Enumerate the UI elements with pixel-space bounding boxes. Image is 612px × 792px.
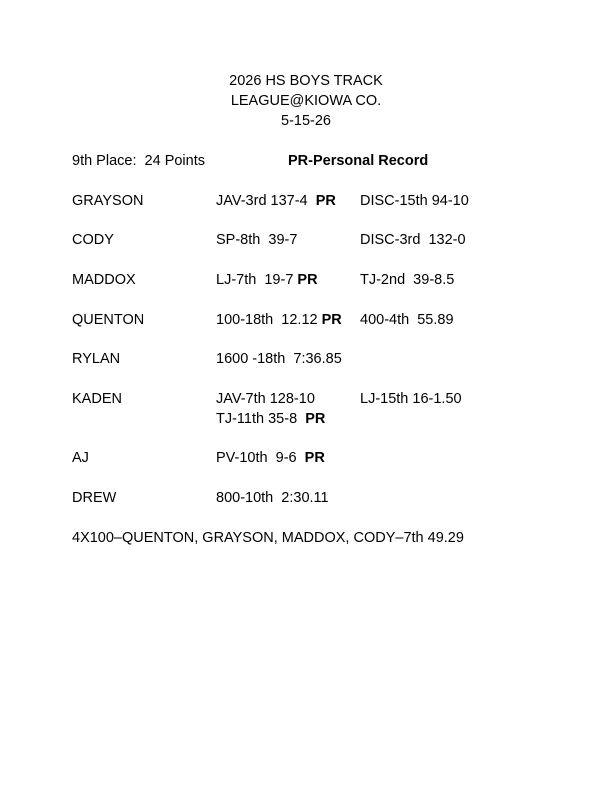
pr-tag: PR [305,411,326,427]
header-meet: LEAGUE@KIOWA CO. [230,93,382,109]
athlete-name: CODY [72,232,114,248]
team-placing: 9th Place: 24 Points [72,153,205,169]
athlete-name: GRAYSON [72,193,144,209]
athlete-event: 400-4th 55.89 [360,312,454,328]
relay-result: 4X100–QUENTON, GRAYSON, MADDOX, CODY–7th 49.29 [72,530,464,546]
event-result: PV-10th 9-6 [216,450,297,466]
event-result: TJ-11th 35-8 [216,411,298,427]
athlete-event: DISC-15th 94-10 [360,193,469,209]
athlete-name: AJ [72,450,89,466]
athlete-event: SP-8th 39-7 [216,232,298,248]
athlete-name: MADDOX [72,272,136,288]
athlete-event [216,270,318,290]
athlete-event [216,448,325,468]
athlete-event: TJ-2nd 39-8.5 [360,272,455,288]
event-result: 100-18th 12.12 [216,312,318,328]
event-result: JAV-3rd 137-4 [216,193,308,209]
athlete-event: 800-10th 2:30.11 [216,490,329,506]
event-result: LJ-7th 19-7 [216,272,294,288]
pr-tag: PR [297,272,318,288]
athlete-event: 1600 -18th 7:36.85 [216,351,342,367]
header-date: 5-15-26 [281,113,331,129]
athlete-event [216,409,325,429]
athlete-name: QUENTON [72,312,145,328]
pr-legend: PR-Personal Record [288,153,429,169]
athlete-event [216,310,342,330]
pr-tag: PR [315,193,336,209]
athlete-event [216,191,336,211]
header-title: 2026 HS BOYS TRACK [229,73,383,89]
athlete-event: DISC-3rd 132-0 [360,232,466,248]
document-header [0,71,612,131]
pr-tag: PR [304,450,325,466]
athlete-event: LJ-15th 16-1.50 [360,391,462,407]
athlete-event: JAV-7th 128-10 [216,391,315,407]
pr-tag: PR [321,312,342,328]
athlete-name: RYLAN [72,351,121,367]
athlete-name: KADEN [72,391,122,407]
athlete-name: DREW [72,490,117,506]
